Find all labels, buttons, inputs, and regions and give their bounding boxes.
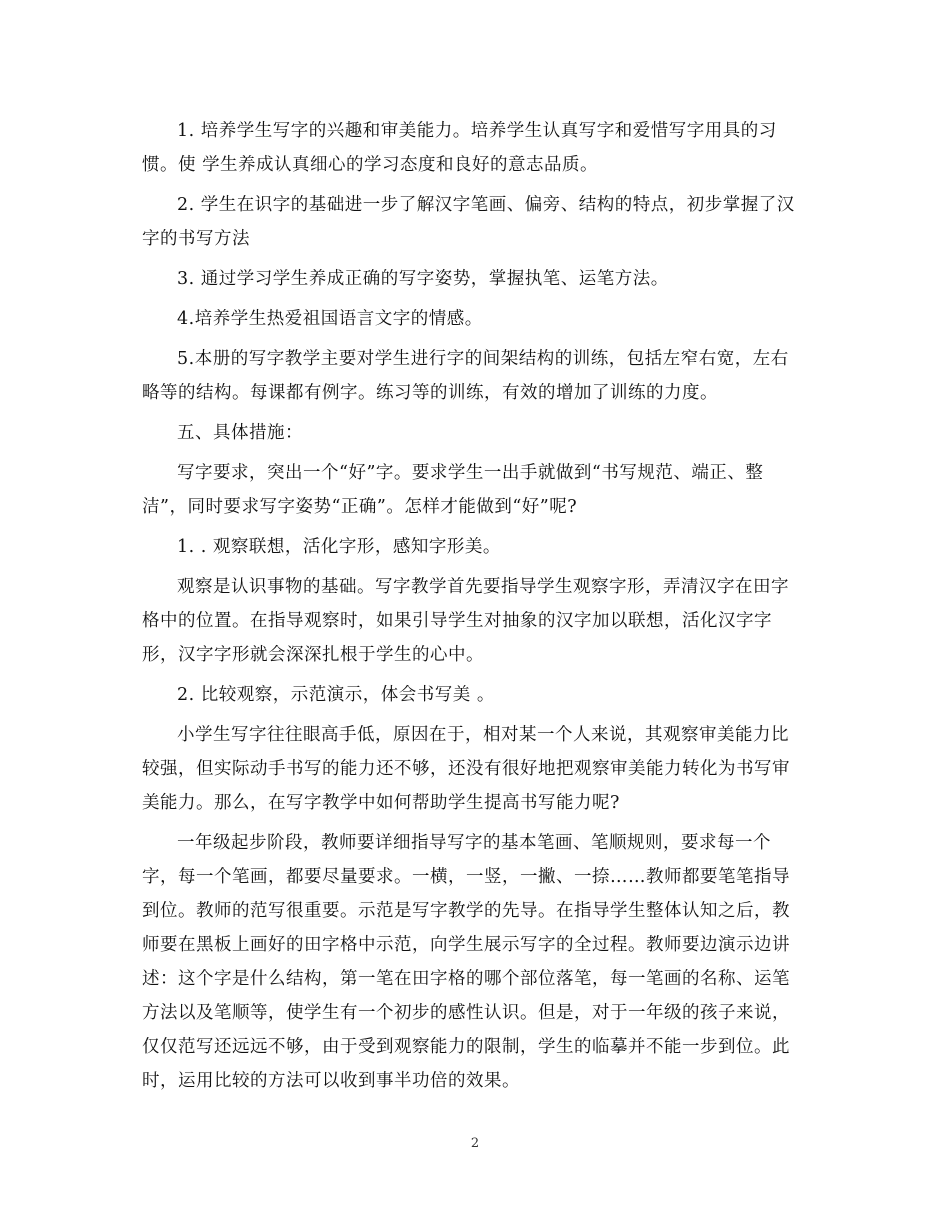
- subheading-compare-demonstrate: 2. 比较观察，示范演示，体会书写美 。: [177, 685, 495, 705]
- paragraph-writing-requirement: 写字要求，突出一个“好”字。要求学生一出手就做到“书写规范、端正、整洁”，同时要求写字姿势“正确”。怎样才能做到“好”呢?: [142, 463, 764, 517]
- subheading-observe-associate: 1. . 观察联想，活化字形，感知字形美。: [177, 537, 501, 557]
- paragraph-goal-3: 3. 通过学习学生养成正确的写字姿势，掌握执笔、运笔方法。: [177, 269, 669, 289]
- paragraph-goal-5: 5.本册的写字教学主要对学生进行字的间架结构的训练，包括左窄右宽，左右略等的结构。每课都有例字。练习等的训练，有效的增加了训练的力度。: [142, 349, 789, 403]
- paragraph-first-grade: 一年级起步阶段，教师要详细指导写字的基本笔画、笔顺规则，要求每一个字，每一个笔画，都要尽量要求。一横，一竖，一撇、一捺……教师都要笔笔指导到位。教师的范写很重要。示范是写字教学的先导。在指导学生整体认知之后，教师要在黑板上画好的田字格中示范，向学生展示写字的全过程。教师要边演示边讲述：这个字是什么结构，第一笔在田字格的哪个部位落笔，每一笔画的名称、运笔方法以及笔顺等，使学生有一个初步的感性认识。但是，对于一年级的孩子来说，仅仅范写还远远不够，由于受到观察能力的限制，学生的临摹并不能一步到位。此时，运用比较的方法可以收到事半功倍的效果。: [142, 833, 790, 1091]
- document-body: [142, 114, 802, 1104]
- paragraph-goal-2: 2. 学生在识字的基础进一步了解汉字笔画、偏旁、结构的特点，初步掌握了汉字的书写方法: [142, 195, 795, 249]
- paragraph-goal-4: 4.培养学生热爱祖国语言文字的情感。: [177, 309, 483, 329]
- paragraph-observation: 观察是认识事物的基础。写字教学首先要指导学生观察字形，弄清汉字在田字格中的位置。在指导观察时，如果引导学生对抽象的汉字加以联想，活化汉字字形，汉字字形就会深深扎根于学生的心中。: [142, 577, 789, 665]
- paragraph-goal-1: 1. 培养学生写字的兴趣和审美能力。培养学生认真写字和爱惜写字用具的习惯。使 学生养成认真细心的学习态度和良好的意志品质。: [142, 121, 777, 175]
- page-number: 2: [470, 1136, 480, 1151]
- section-heading-measures: 五、具体措施：: [177, 423, 303, 443]
- paragraph-pupils-ability: 小学生写字往往眼高手低，原因在于，相对某一个人来说，其观察审美能力比较强，但实际动手书写的能力还不够，还没有很好地把观察审美能力转化为书写审美能力。那么，在写字教学中如何帮助学生提高书写能力呢?: [142, 725, 790, 813]
